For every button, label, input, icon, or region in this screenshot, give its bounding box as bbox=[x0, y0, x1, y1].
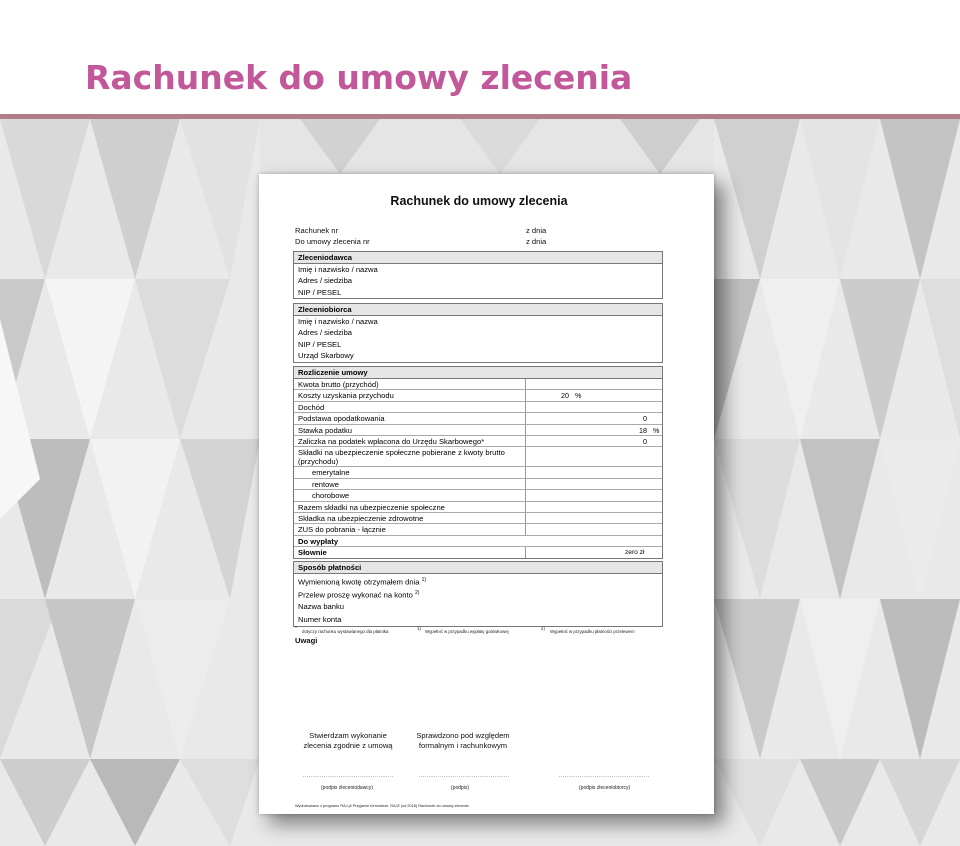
slownie-row bbox=[294, 547, 662, 558]
zaliczka-value: 0 bbox=[643, 436, 647, 446]
zleceniobiorca-address: Adres / siedziba bbox=[298, 328, 353, 338]
podpis-zleceniodawcy: (podpis zleceniodawcy) bbox=[321, 785, 373, 791]
razem-skladki-row: Razem składki na ubezpieczenie społeczne bbox=[294, 502, 662, 513]
podstawa-row bbox=[294, 413, 662, 424]
rozliczenie-section bbox=[293, 366, 663, 559]
kwota-brutto-label: Kwota brutto (przychód) bbox=[298, 380, 379, 389]
zleceniodawca-name: Imię i nazwisko / nazwa bbox=[298, 265, 378, 274]
footnote-3: Wypełnić w przypadku płatności przelewem bbox=[550, 629, 635, 634]
signature-line-1: ................................................ bbox=[303, 773, 394, 779]
footnote-1: dotyczy rachunku wystawianego dla płatnika bbox=[302, 629, 389, 634]
stawka-row bbox=[294, 425, 662, 436]
zleceniobiorca-section bbox=[293, 303, 663, 363]
zleceniodawca-section bbox=[293, 251, 663, 299]
koszty-unit: % bbox=[575, 391, 582, 401]
footnote-2: Wypełnić w przypadku wypłaty gotówkowej bbox=[425, 629, 509, 634]
uwagi-label: Uwagi bbox=[295, 636, 318, 645]
zaliczka-label: Zaliczka na podatek wpłacona do Urzędu Skarbowego* bbox=[298, 436, 485, 446]
zleceniobiorca-nip: NIP / PESEL bbox=[298, 339, 342, 349]
z-dnia-label-2: z dnia bbox=[526, 237, 547, 246]
rentowe-row: rentowe bbox=[294, 479, 662, 490]
skladki-row bbox=[294, 447, 662, 467]
sprawdzono-block bbox=[408, 731, 518, 751]
zleceniodawca-header: Zleceniodawca bbox=[294, 252, 662, 264]
z-dnia-label-1: z dnia bbox=[526, 226, 547, 235]
platnosc-section bbox=[293, 561, 663, 627]
podstawa-label: Podstawa opodatkowania bbox=[298, 414, 385, 424]
platnosc-header: Sposób płatności bbox=[294, 562, 662, 574]
rachunek-nr-label: Rachunek nr bbox=[295, 226, 339, 235]
skladki-label-line2: (przychodu) bbox=[298, 457, 339, 467]
koszty-row bbox=[294, 390, 662, 401]
platnosc-cash-row bbox=[294, 574, 662, 587]
zdrowotne-row: Składka na ubezpieczenie zdrowotne bbox=[294, 513, 662, 524]
stawka-unit: % bbox=[653, 425, 660, 435]
kwota-brutto-row bbox=[294, 379, 662, 390]
podpis: (podpis) bbox=[451, 785, 470, 791]
rozliczenie-header: Rozliczenie umowy bbox=[294, 367, 662, 379]
zaliczka-row bbox=[294, 436, 662, 447]
slownie-value: zero zł bbox=[625, 549, 645, 557]
bank-name-row: Nazwa banku bbox=[298, 602, 345, 611]
footnote-mark-star: * bbox=[295, 626, 297, 632]
podpis-zleceniobiorcy: (podpis zleceniobiorcy) bbox=[579, 785, 631, 791]
platnosc-transfer-row bbox=[294, 587, 662, 600]
stawka-label: Stawka podatku bbox=[298, 425, 353, 435]
zleceniobiorca-tax-office: Urząd Skarbowy bbox=[298, 351, 354, 361]
do-wyplaty-row: Do wypłaty bbox=[294, 536, 662, 547]
footnote-ref-1: 1) bbox=[421, 577, 427, 583]
signature-line-3: ................................................ bbox=[559, 773, 650, 779]
zleceniodawca-nip: NIP / PESEL bbox=[298, 287, 342, 297]
header bbox=[0, 0, 960, 114]
dochod-row bbox=[294, 402, 662, 413]
page-title: Rachunek do umowy zlecenia bbox=[85, 58, 633, 97]
document-footer: Wydrukowano z programu RAJ.pl Przyjazne formularze. RAJZ (od 2018) Rachunek do umowy zlecenia bbox=[295, 804, 469, 808]
account-number-row: Numer konta bbox=[298, 615, 342, 624]
koszty-label: Koszty uzyskania przychodu bbox=[298, 391, 394, 401]
skladki-label-line1: Składki na ubezpieczenie społeczne pobierane z kwoty brutto bbox=[298, 448, 505, 458]
footnote-mark-2: 2) bbox=[541, 626, 545, 631]
platnosc-transfer-label: Przelew proszę wykonać na konto bbox=[298, 590, 413, 600]
sprawdzono-line1: Sprawdzono pod względem bbox=[416, 731, 510, 740]
stawka-value: 18 bbox=[639, 425, 647, 435]
stwierdzam-block bbox=[293, 731, 403, 751]
footnote-mark-1: 1) bbox=[417, 626, 421, 631]
emerytalne-row: emerytalne bbox=[294, 467, 662, 478]
zleceniodawca-address: Adres / siedziba bbox=[298, 276, 353, 286]
stwierdzam-line1: Stwierdzam wykonanie bbox=[309, 731, 387, 740]
zleceniobiorca-header: Zleceniobiorca bbox=[294, 304, 662, 316]
document-title: Rachunek do umowy zlecenia bbox=[390, 194, 568, 208]
signature-line-2: ................................................ bbox=[419, 773, 510, 779]
koszty-value: 20 bbox=[561, 391, 569, 401]
podstawa-value: 0 bbox=[643, 414, 647, 424]
chorobowe-row: chorobowe bbox=[294, 490, 662, 501]
zus-row: ZUS do pobrania - łącznie bbox=[294, 524, 662, 535]
stwierdzam-line2: zlecenia zgodnie z umową bbox=[303, 741, 393, 750]
slownie-label: Słownie bbox=[298, 548, 327, 558]
dochod-label: Dochód bbox=[298, 402, 325, 412]
zleceniobiorca-name: Imię i nazwisko / nazwa bbox=[298, 317, 378, 326]
do-umowy-label: Do umowy zlecenia nr bbox=[295, 237, 370, 246]
sprawdzono-line2: formalnym i rachunkowym bbox=[418, 741, 508, 750]
footnote-ref-2: 2) bbox=[414, 590, 420, 596]
invoice-document bbox=[259, 174, 714, 814]
platnosc-cash-label: Wymienioną kwotę otrzymałem dnia bbox=[298, 577, 420, 587]
